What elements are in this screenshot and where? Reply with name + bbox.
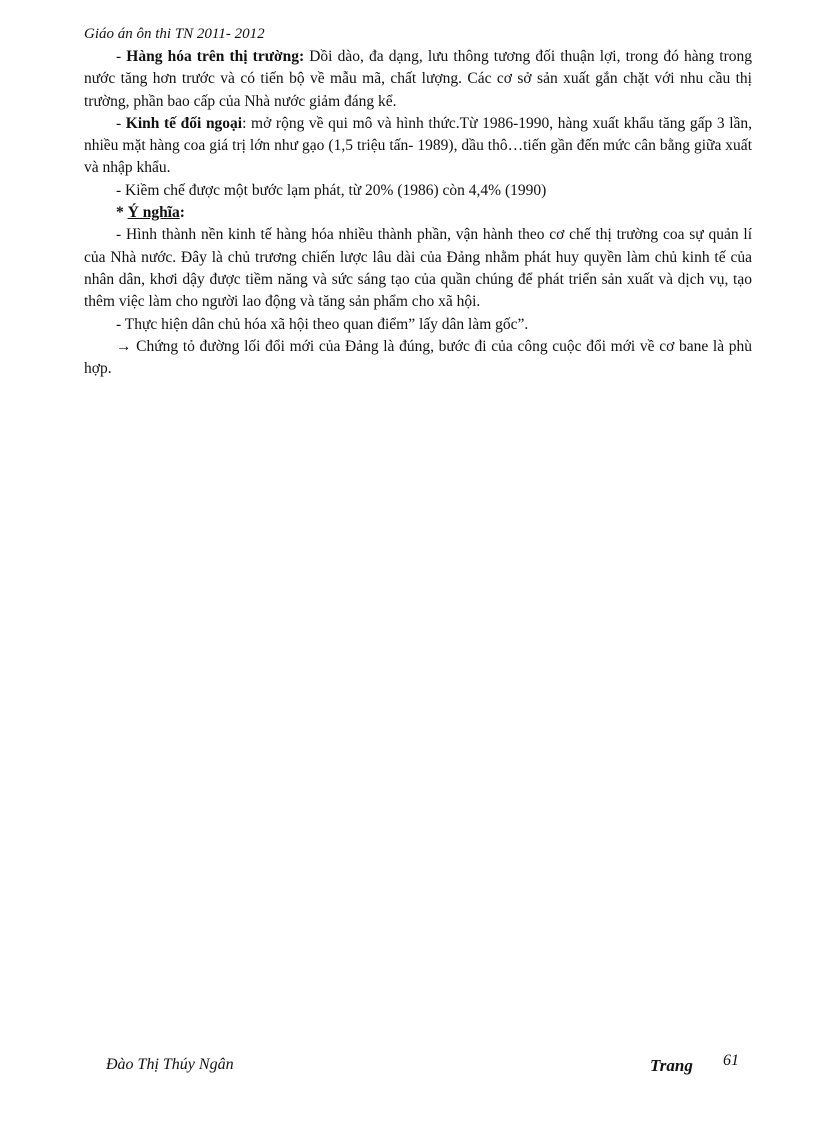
- significance-star: *: [116, 204, 128, 222]
- footer-page-number: 61: [723, 1052, 739, 1069]
- footer-author: Đào Thị Thúy Ngân: [106, 1056, 234, 1073]
- paragraph-multi-sector-economy: - Hình thành nền kinh tế hàng hóa nhiều thành phần, vận hành theo cơ chế thị trường coa sự quản lí của Nhà nước. Đây là chủ trương chiến lược lâu dài của Đảng nhằm phát huy quyền làm chủ kinh tế của nhân dân, khơi dậy được tiềm năng và sức sáng tạo của quần chúng để phát triển sản xuất và dịch vụ, tạo thêm việc làm cho người lao động và tăng sản phẩm cho xã hội.: [84, 226, 752, 311]
- significance-colon: :: [179, 204, 185, 222]
- paragraph-foreign-economy: - Kinh tế đối ngoại: mở rộng về qui mô và hình thức.Từ 1986-1990, hàng xuất khẩu tăng gấp 3 lần, nhiều mặt hàng coa giá trị lớn như gạo (1,5 triệu tấn- 1989), dầu thô…tiến gần đến mức cân bằng giữa xuất và nhập khẩu.: [84, 114, 753, 177]
- paragraph-democratization: - Thực hiện dân chủ hóa xã hội theo quan điểm” lấy dân làm gốc”.: [116, 315, 529, 333]
- paragraph-inflation: - Kiềm chế được một bước lạm phát, từ 20% (1986) còn 4,4% (1990): [116, 181, 547, 199]
- significance-heading: Ý nghĩa: [127, 204, 180, 222]
- paragraph-conclusion: → Chứng tỏ đường lối đổi mới của Đảng là đúng, bước đi của công cuộc đổi mới về cơ bane là phù hợp.: [84, 337, 752, 378]
- market-goods-text: Dồi dào, đa dạng, lưu thông tương đối thuận lợi, trong đó hàng trong nước tăng hơn trước và có tiến bộ về mẫu mã, chất lượng. Các cơ sở sản xuất gắn chặt với nhu cầu thị trường, phần bao cấp của Nhà nước giảm đáng kể.: [84, 48, 752, 110]
- footer-page-label: Trang: [650, 1056, 693, 1075]
- foreign-economy-heading: Kinh tế đối ngoại: [125, 114, 243, 132]
- paragraph-significance-heading: [84, 202, 752, 224]
- page-header-title: Giáo án ôn thi TN 2011- 2012: [84, 26, 265, 42]
- document-body: [84, 46, 752, 380]
- foreign-economy-text: : mở rộng về qui mô và hình thức.Từ 1986-1990, hàng xuất khẩu tăng gấp 3 lần, nhiều mặt hàng coa giá trị lớn như gạo (1,5 triệu tấn- 1989), dầu thô…tiến gần đến mức cân bằng giữa xuất và nhập khẩu.: [84, 114, 753, 177]
- market-goods-heading: Hàng hóa trên thị trường:: [126, 48, 305, 65]
- paragraph-market-goods: - Hàng hóa trên thị trường: Dồi dào, đa dạng, lưu thông tương đối thuận lợi, trong đó hàng trong nước tăng hơn trước và có tiến bộ về mẫu mã, chất lượng. Các cơ sở sản xuất gắn chặt với nhu cầu thị trường, phần bao cấp của Nhà nước giảm đáng kể.: [84, 48, 752, 110]
